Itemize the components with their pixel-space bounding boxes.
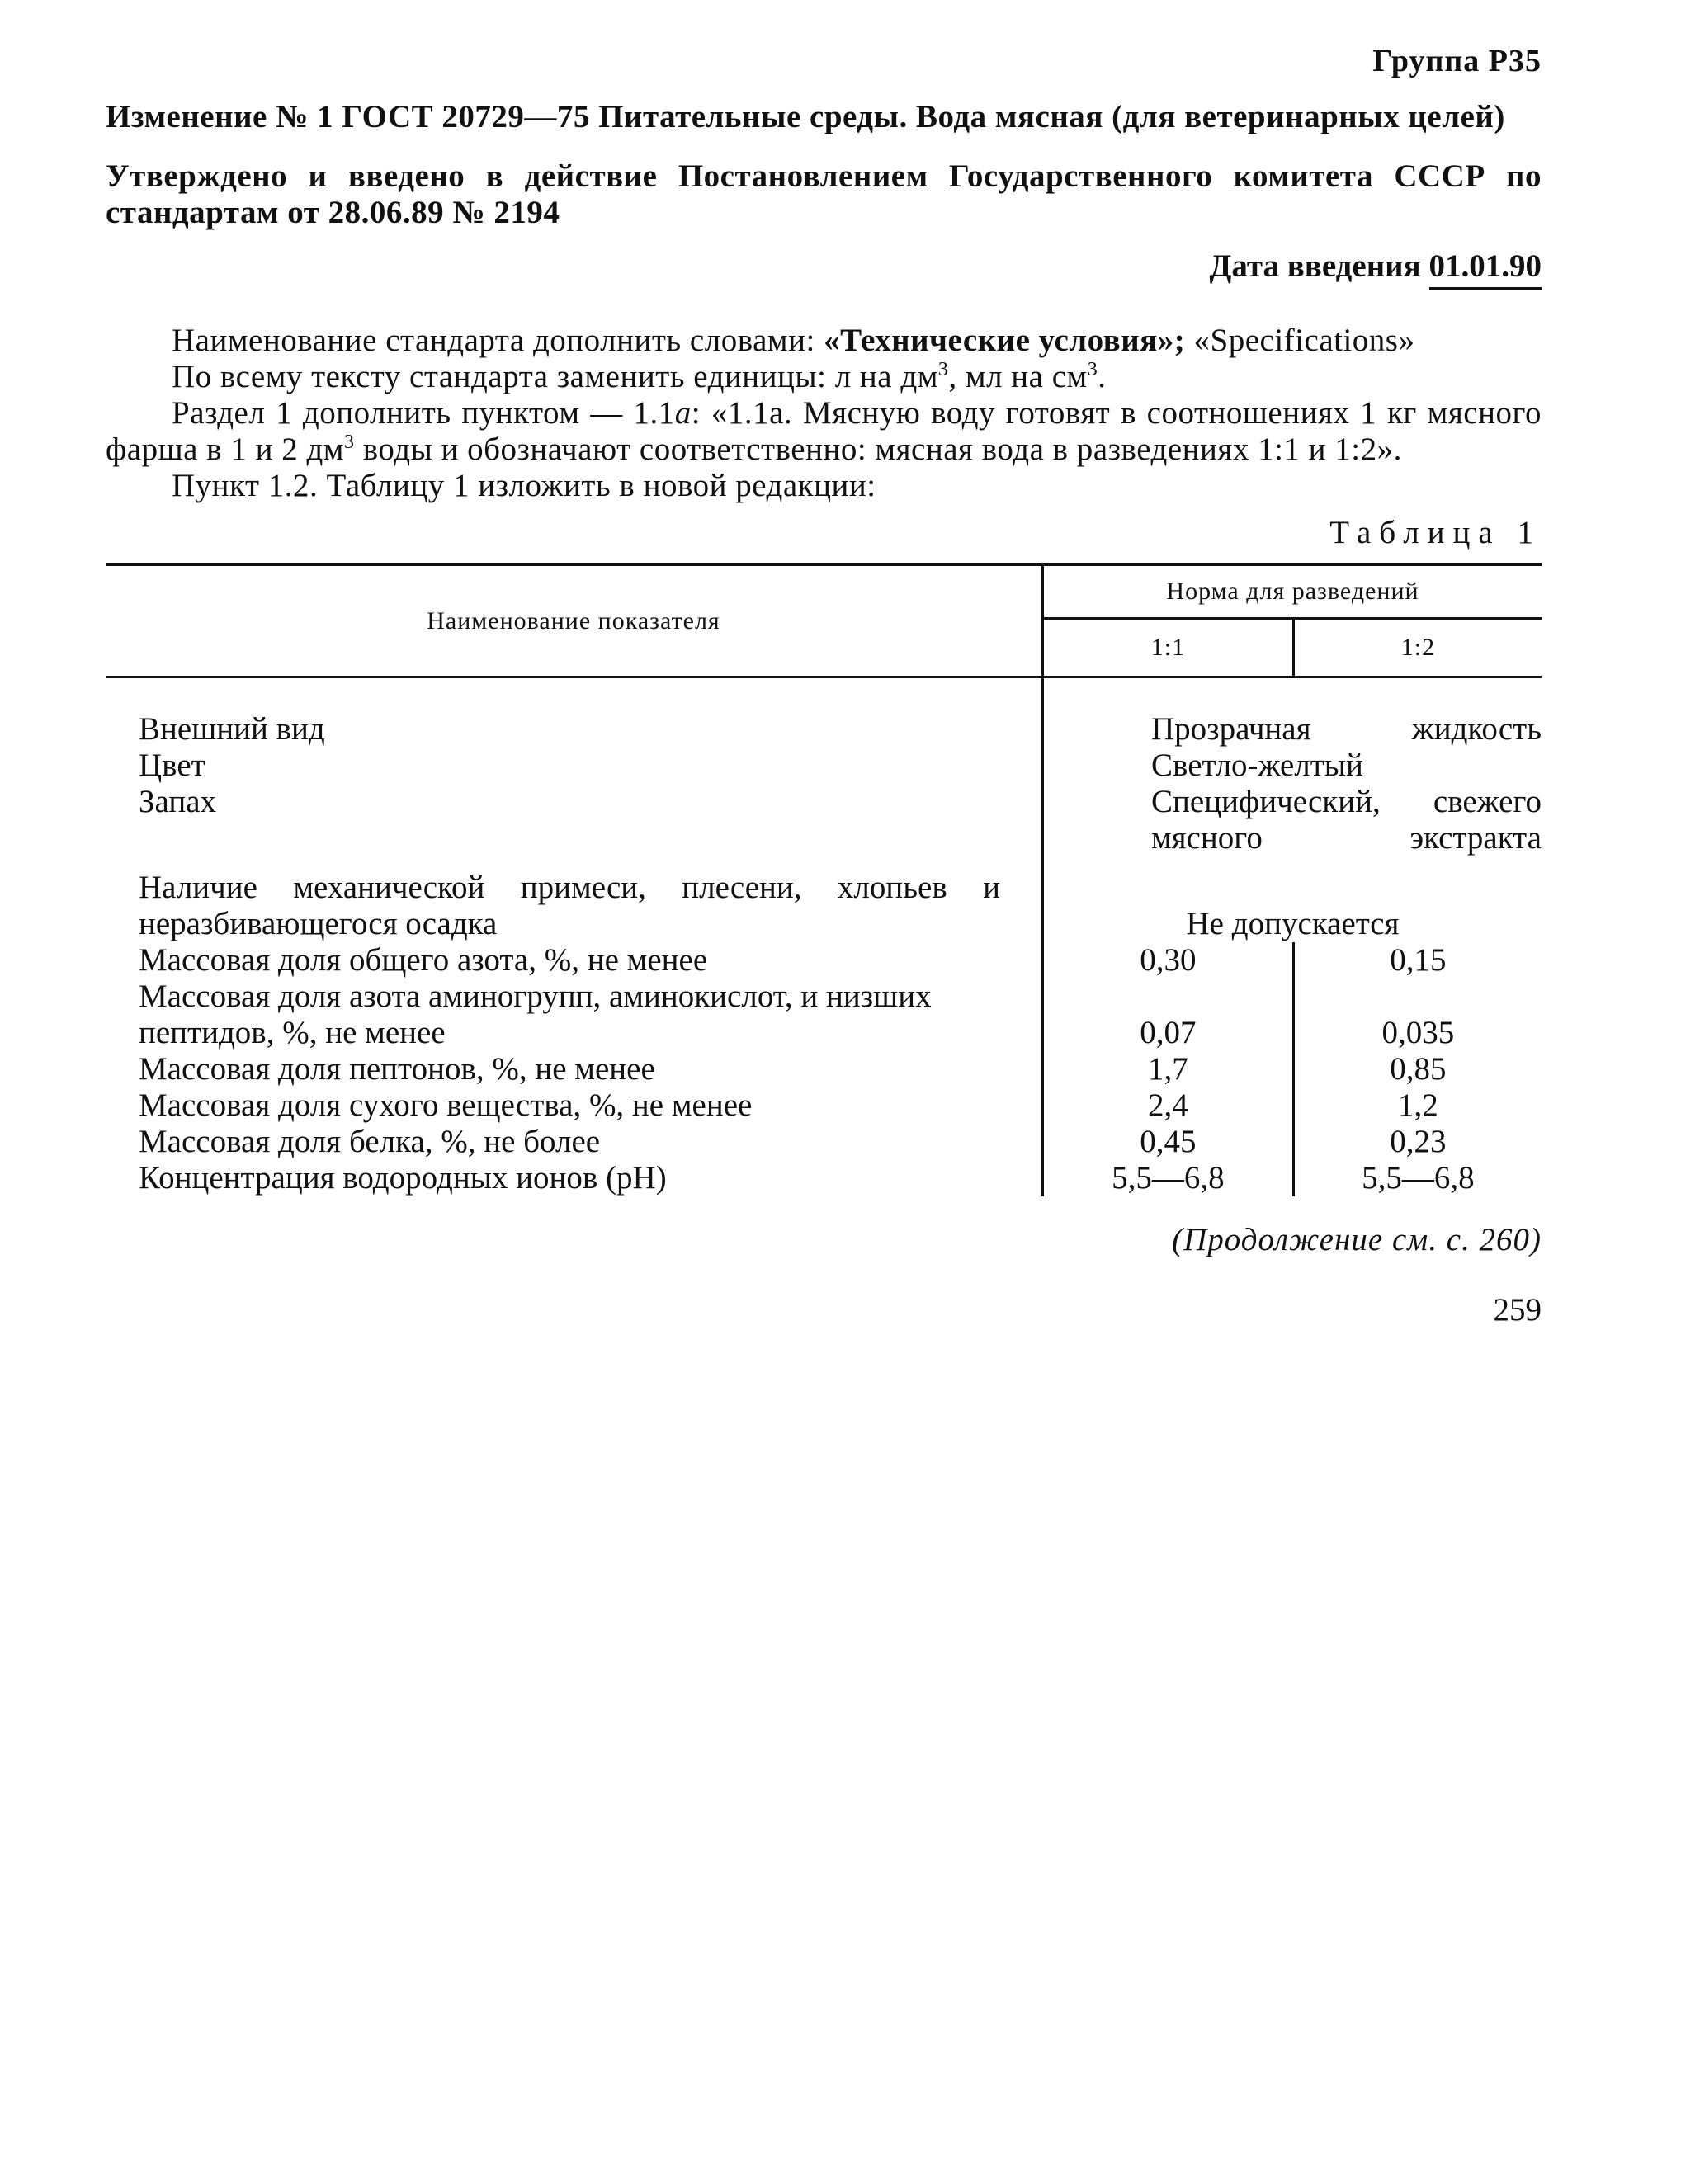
row-value-1-2: 0,23: [1390, 1124, 1447, 1159]
row-name: Концентрация водородных ионов (pH): [106, 1160, 1043, 1196]
table-row: [106, 979, 1542, 1051]
col-header-1-2: 1:2: [1293, 619, 1542, 677]
row-value-1-1: 5,5—6,8: [1043, 1160, 1294, 1196]
row-name: Массовая доля пептонов, %, не менее: [106, 1051, 1043, 1087]
p3-text-a: Раздел 1 дополнить пунктом — 1.1: [172, 395, 675, 431]
effective-date: [106, 248, 1542, 285]
p1-latin: «Specifications»: [1185, 323, 1415, 358]
row-value-1-1: 0,07: [1043, 979, 1294, 1051]
row-name: Цвет: [106, 748, 1043, 784]
table-row: [106, 711, 1542, 748]
paragraph-table-intro: Пункт 1.2. Таблицу 1 изложить в новой редакции:: [172, 468, 876, 503]
p1-bold: «Технические условия»;: [824, 323, 1186, 358]
row-value: Прозрачная жидкость: [1151, 711, 1542, 747]
table-row: [106, 942, 1542, 979]
row-name: Массовая доля сухого вещества, %, не менее: [106, 1087, 1043, 1124]
row-value-1-2: 0,85: [1390, 1051, 1447, 1087]
p3-text-c: воды и обозначают соответственно: мясная вода в разведениях 1:1 и 1:2».: [354, 432, 1402, 467]
row-value-1-1: 0,30: [1043, 942, 1294, 979]
table-row: [106, 870, 1542, 942]
row-value-1-1: 2,4: [1043, 1087, 1294, 1124]
row-name: Массовая доля азота аминогрупп, аминокислот, и низших пептидов, %, не менее: [106, 979, 1043, 1051]
approval-statement: Утверждено и введено в действие Постановлением Государственного комитета СССР по стандартам от 28.06.89 № 2194: [106, 158, 1542, 230]
amendment-title: Изменение № 1 ГОСТ 20729—75 Питательные среды. Вода мясная (для ветеринарных целей): [106, 99, 1505, 134]
date-label: Дата введения: [1209, 248, 1421, 284]
row-name: Внешний вид: [106, 711, 1043, 748]
row-value-1-2: 0,035: [1381, 1015, 1455, 1050]
p2-sup2: 3: [1087, 359, 1098, 380]
table-row: [106, 1051, 1542, 1087]
page-number: 259: [1493, 1292, 1542, 1328]
p2-text-c: .: [1098, 359, 1107, 394]
row-value-1-2: 0,15: [1390, 942, 1447, 978]
date-value: 01.01.90: [1429, 248, 1542, 290]
p2-sup1: 3: [937, 359, 949, 380]
row-name: Наличие механической примеси, плесени, хлопьев и неразбивающегося осадка: [106, 870, 1043, 942]
row-value: Светло-желтый: [1151, 748, 1363, 783]
group-code: Группа Р35: [1372, 44, 1542, 78]
spec-table: [106, 563, 1542, 1196]
paragraph-title-addition: [106, 323, 1542, 359]
col-header-norm: Норма для разведений: [1043, 564, 1542, 619]
row-name: Запах: [106, 784, 1043, 856]
row-value-1-1: 0,45: [1043, 1124, 1294, 1160]
row-value-1-1: 1,7: [1043, 1051, 1294, 1087]
p3-italic: а: [674, 395, 692, 431]
p3-text-b: : «1.1а. Мясную воду готовят в соотношениях 1 кг мясного фарша в 1 и 2 дм: [106, 395, 1542, 467]
row-value: Не допускается: [1186, 906, 1400, 941]
table-row: [106, 748, 1542, 784]
table-row: [106, 784, 1542, 856]
row-value-1-2: 5,5—6,8: [1362, 1160, 1475, 1196]
row-name: Массовая доля общего азота, %, не менее: [106, 942, 1043, 979]
table-row: [106, 1124, 1542, 1160]
p2-text-a: По всему тексту стандарта заменить единицы: л на дм: [172, 359, 938, 394]
document-page: [106, 43, 1542, 1328]
p1-text: Наименование стандарта дополнить словами:: [172, 323, 824, 358]
row-value: Специфический, свежего мясного экстракта: [1151, 784, 1542, 856]
p3-sup: 3: [343, 432, 355, 453]
col-header-name: Наименование показателя: [106, 564, 1043, 677]
paragraph-section1: [106, 395, 1542, 468]
row-value-1-2: 1,2: [1398, 1087, 1438, 1123]
p2-text-b: , мл на см: [948, 359, 1088, 394]
table-row: [106, 1160, 1542, 1196]
continuation-note: (Продолжение см. с. 260): [1172, 1222, 1542, 1257]
table-caption: Таблица 1: [1329, 515, 1542, 550]
col-header-1-1: 1:1: [1043, 619, 1294, 677]
table-row: [106, 1087, 1542, 1124]
row-name: Массовая доля белка, %, не более: [106, 1124, 1043, 1160]
paragraph-units: [106, 359, 1542, 395]
